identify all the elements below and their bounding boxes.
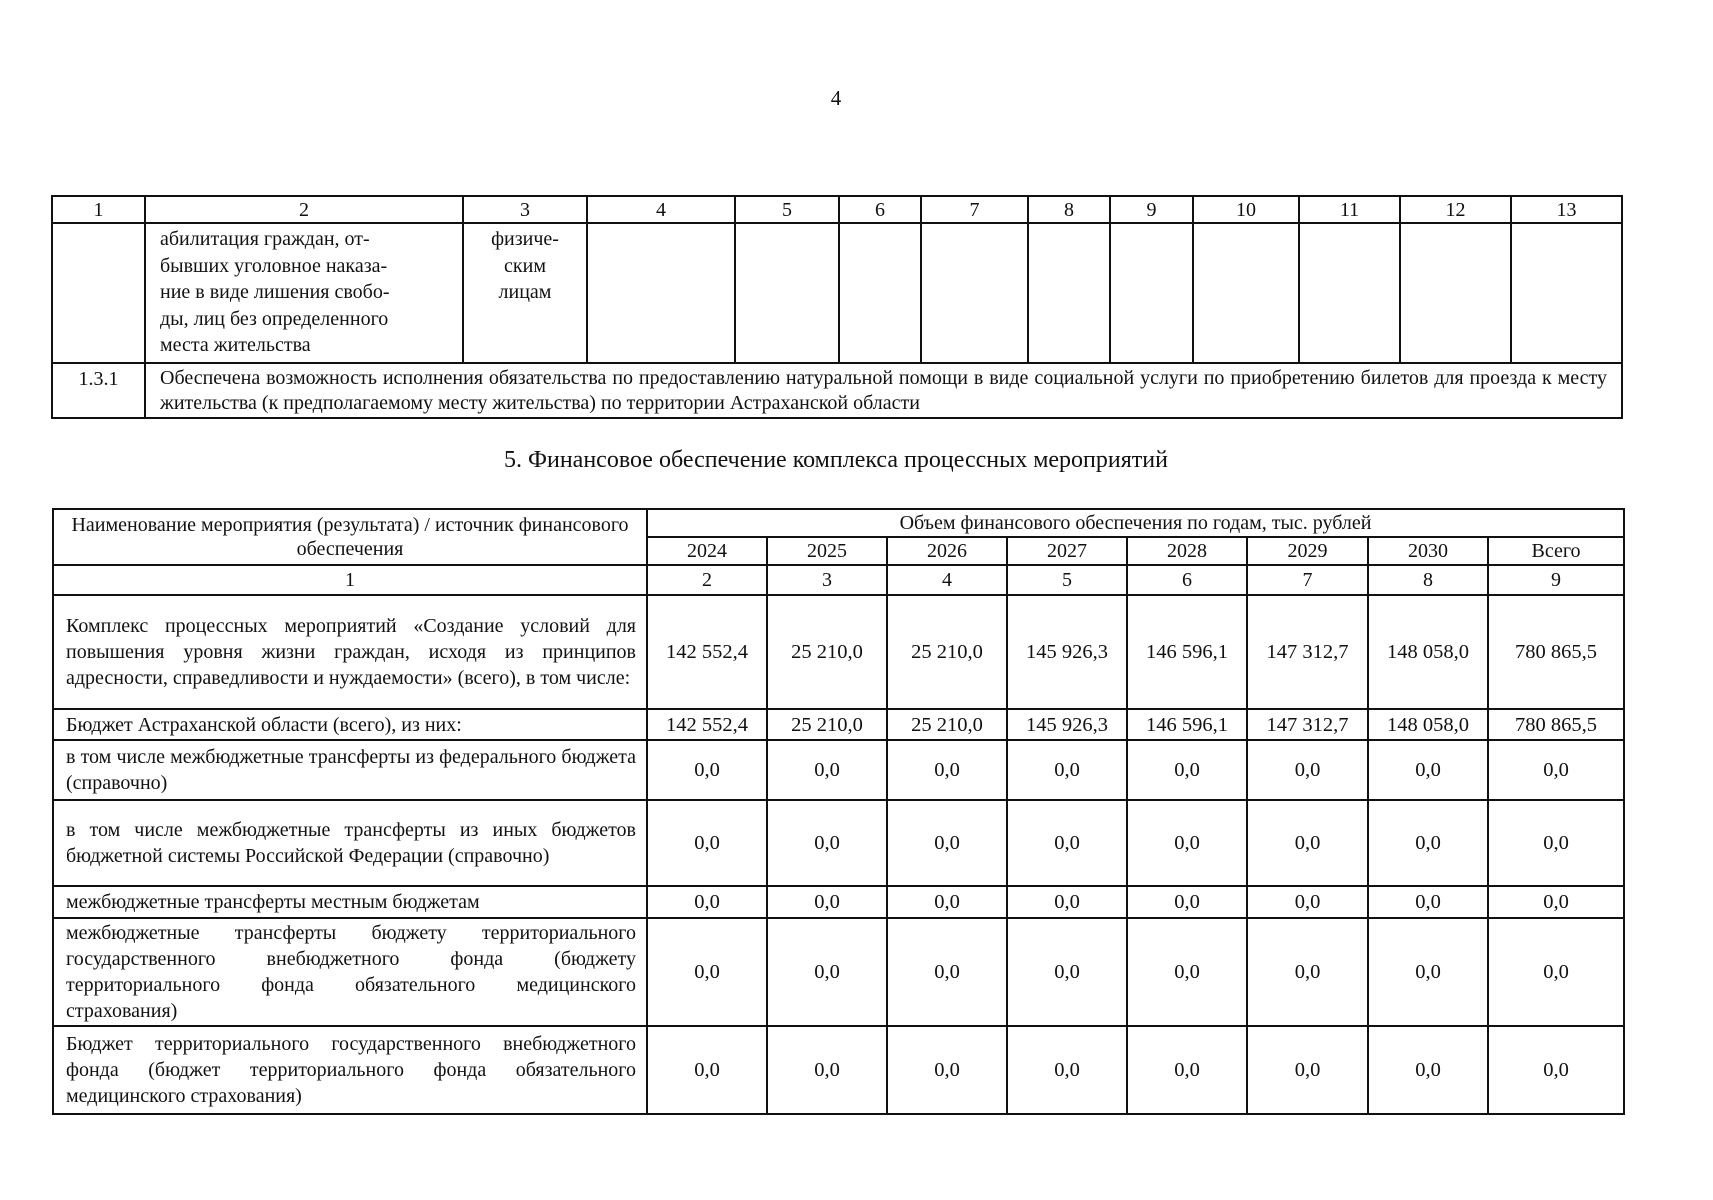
value-cell: 0,0 — [647, 740, 767, 800]
value-cell: 0,0 — [1127, 918, 1247, 1026]
total-cell: 780 865,5 — [1488, 595, 1624, 709]
value-cell: 25 210,0 — [887, 595, 1007, 709]
value-cell: 0,0 — [1127, 800, 1247, 886]
value-cell: 0,0 — [1368, 1026, 1488, 1114]
year-header: 2027 — [1007, 537, 1127, 565]
value-cell: 142 552,4 — [647, 709, 767, 740]
empty-cell — [1028, 223, 1110, 363]
task-row — [52, 363, 1622, 418]
value-cell: 0,0 — [1368, 886, 1488, 918]
value-cell: 0,0 — [767, 918, 887, 1026]
value-cell: 0,0 — [767, 800, 887, 886]
value-cell: 0,0 — [647, 918, 767, 1026]
column-number: 4 — [887, 565, 1007, 595]
value-cell: 0,0 — [1007, 1026, 1127, 1114]
year-header: 2029 — [1247, 537, 1368, 565]
value-cell: 145 926,3 — [1007, 709, 1127, 740]
header-row — [53, 509, 1624, 537]
name-header: Наименование мероприятия (результата) / источник финансового обеспечения — [53, 509, 647, 565]
column-number: 13 — [1511, 196, 1622, 223]
value-cell: 142 552,4 — [647, 595, 767, 709]
column-number: 12 — [1400, 196, 1511, 223]
column-number: 5 — [1007, 565, 1127, 595]
year-header: 2025 — [767, 537, 887, 565]
empty-cell — [587, 223, 735, 363]
year-header: 2024 — [647, 537, 767, 565]
value-cell: 0,0 — [647, 1026, 767, 1114]
value-cell: 0,0 — [887, 1026, 1007, 1114]
value-cell: 0,0 — [887, 800, 1007, 886]
value-cell: 0,0 — [1127, 740, 1247, 800]
year-header: 2026 — [887, 537, 1007, 565]
table-row — [53, 800, 1624, 886]
column-number: 4 — [587, 196, 735, 223]
value-cell: 146 596,1 — [1127, 709, 1247, 740]
year-header: 2028 — [1127, 537, 1247, 565]
value-cell: 0,0 — [1368, 800, 1488, 886]
value-cell: 0,0 — [767, 1026, 887, 1114]
table-row — [53, 595, 1624, 709]
column-number: 1 — [53, 565, 647, 595]
row-name: в том числе межбюджетные трансферты из иных бюджетов бюджетной системы Российской Федерации (справочно) — [53, 800, 647, 886]
total-cell: 0,0 — [1488, 886, 1624, 918]
column-number: 7 — [921, 196, 1028, 223]
row-name: Комплекс процессных мероприятий «Создание условий для повышения уровня жизни граждан, исходя из принципов адресности, справедливости и нуждаемости» (всего), в том числе: — [53, 595, 647, 709]
value-cell: 147 312,7 — [1247, 709, 1368, 740]
empty-cell — [735, 223, 839, 363]
table-row — [53, 740, 1624, 800]
value-cell: 0,0 — [1368, 740, 1488, 800]
finance-table — [52, 508, 1625, 1115]
row-name: межбюджетные трансферты местным бюджетам — [53, 886, 647, 918]
column-number: 10 — [1193, 196, 1299, 223]
volume-header: Объем финансового обеспечения по годам, тыс. рублей — [647, 509, 1624, 537]
value-cell: 0,0 — [1247, 1026, 1368, 1114]
section-title: 5. Финансовое обеспечение комплекса процессных мероприятий — [504, 447, 1168, 473]
value-cell: 0,0 — [887, 740, 1007, 800]
indicators-table — [51, 195, 1623, 419]
result-description: абилитация граждан, от- бывших уголовное наказа- ние в виде лишения свобо- ды, лиц без определенного места жительства — [145, 223, 463, 363]
value-cell: 0,0 — [647, 800, 767, 886]
total-header: Всего — [1488, 537, 1624, 565]
value-cell: 0,0 — [1368, 918, 1488, 1026]
value-cell: 148 058,0 — [1368, 595, 1488, 709]
empty-cell — [839, 223, 921, 363]
value-cell: 0,0 — [1007, 886, 1127, 918]
page-number: 4 — [830, 86, 842, 110]
total-cell: 0,0 — [1488, 1026, 1624, 1114]
column-number: 6 — [839, 196, 921, 223]
column-number: 1 — [52, 196, 145, 223]
column-number: 2 — [145, 196, 463, 223]
value-cell: 0,0 — [1007, 918, 1127, 1026]
row-name: в том числе межбюджетные трансферты из федерального бюджета (справочно) — [53, 740, 647, 800]
value-cell: 0,0 — [1127, 886, 1247, 918]
row-name: Бюджет Астраханской области (всего), из них: — [53, 709, 647, 740]
empty-cell — [921, 223, 1028, 363]
value-cell: 0,0 — [1007, 740, 1127, 800]
empty-cell — [1400, 223, 1511, 363]
value-cell: 148 058,0 — [1368, 709, 1488, 740]
empty-cell — [1110, 223, 1193, 363]
task-code: 1.3.1 — [52, 363, 145, 418]
table-row — [53, 918, 1624, 1026]
value-cell: 146 596,1 — [1127, 595, 1247, 709]
total-cell: 0,0 — [1488, 918, 1624, 1026]
value-cell: 0,0 — [1247, 740, 1368, 800]
value-cell: 0,0 — [887, 886, 1007, 918]
column-number: 9 — [1110, 196, 1193, 223]
value-cell: 0,0 — [1247, 886, 1368, 918]
value-cell: 0,0 — [1127, 1026, 1247, 1114]
empty-cell — [1299, 223, 1400, 363]
column-number: 11 — [1299, 196, 1400, 223]
value-cell: 145 926,3 — [1007, 595, 1127, 709]
column-number: 5 — [735, 196, 839, 223]
value-cell: 147 312,7 — [1247, 595, 1368, 709]
row-name: Бюджет территориального государственного внебюджетного фонда (бюджет территориального фонда обязательного медицинского страхования) — [53, 1026, 647, 1114]
value-cell: 0,0 — [1007, 800, 1127, 886]
value-cell: 25 210,0 — [887, 709, 1007, 740]
task-text: Обеспечена возможность исполнения обязательства по предоставлению натуральной помощи в виде социальной услуги по приобретению билетов для проезда к месту жительства (к предполагаемому месту жительства) по территории Астраханской области — [145, 363, 1622, 418]
total-cell: 780 865,5 — [1488, 709, 1624, 740]
column-number: 9 — [1488, 565, 1624, 595]
empty-cell — [1193, 223, 1299, 363]
empty-cell — [52, 223, 145, 363]
column-number: 8 — [1368, 565, 1488, 595]
value-cell: 0,0 — [1247, 918, 1368, 1026]
column-number: 7 — [1247, 565, 1368, 595]
column-number: 6 — [1127, 565, 1247, 595]
empty-cell — [1511, 223, 1622, 363]
column-number: 2 — [647, 565, 767, 595]
total-cell: 0,0 — [1488, 740, 1624, 800]
column-number: 8 — [1028, 196, 1110, 223]
table-row — [53, 886, 1624, 918]
value-cell: 25 210,0 — [767, 709, 887, 740]
row-name: межбюджетные трансферты бюджету территориального государственного внебюджетного фонда (бюджету территориального фонда обязательного медицинского страхования) — [53, 918, 647, 1026]
table-row — [53, 1026, 1624, 1114]
continued-row — [52, 223, 1622, 363]
column-number-row — [53, 565, 1624, 595]
value-cell: 25 210,0 — [767, 595, 887, 709]
year-header: 2030 — [1368, 537, 1488, 565]
result-unit: физиче- ским лицам — [463, 223, 587, 363]
value-cell: 0,0 — [767, 740, 887, 800]
column-number: 3 — [463, 196, 587, 223]
table-row — [53, 709, 1624, 740]
value-cell: 0,0 — [767, 886, 887, 918]
value-cell: 0,0 — [887, 918, 1007, 1026]
value-cell: 0,0 — [1247, 800, 1368, 886]
column-number: 3 — [767, 565, 887, 595]
column-number-row — [52, 196, 1622, 223]
total-cell: 0,0 — [1488, 800, 1624, 886]
value-cell: 0,0 — [647, 886, 767, 918]
